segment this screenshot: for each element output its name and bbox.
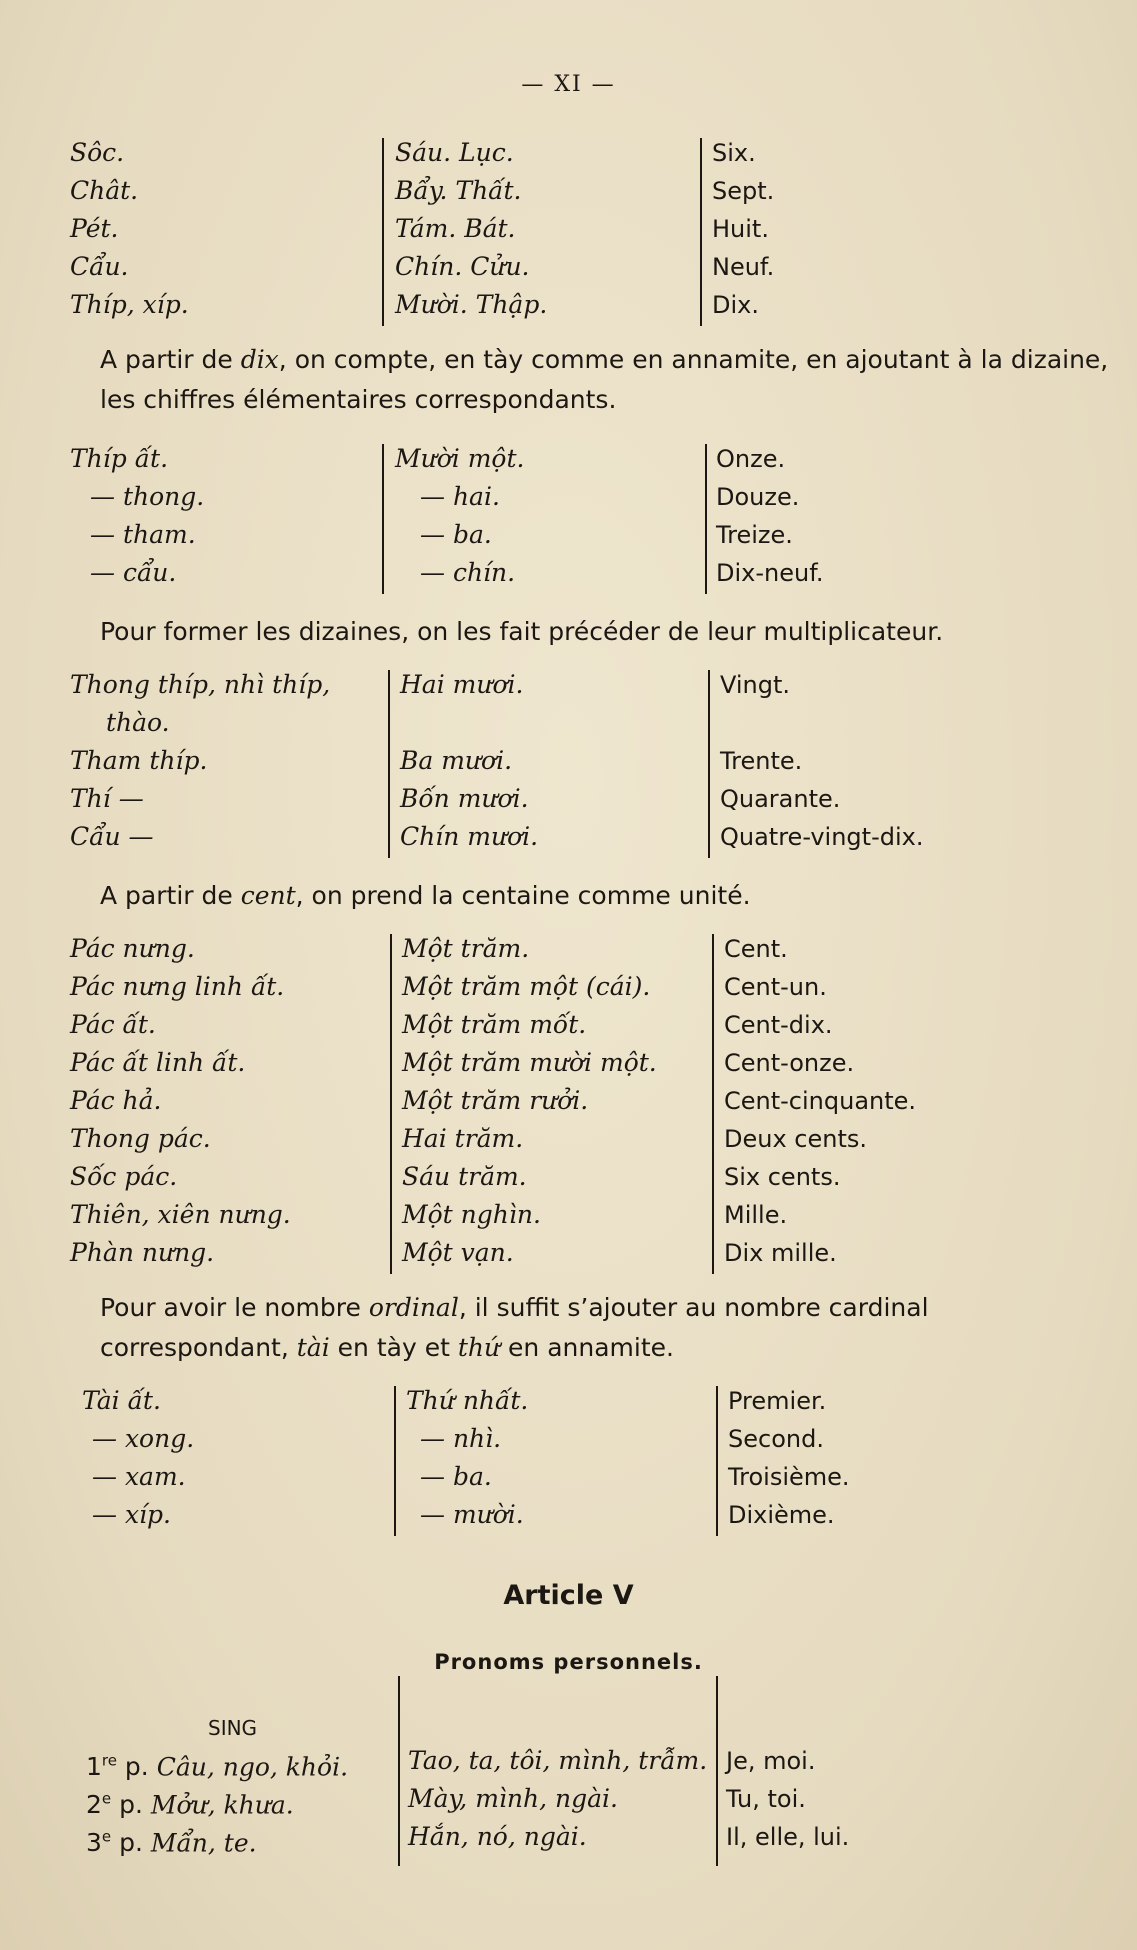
table-row: 2e p. Mởư, khưa. Mày, mình, ngài. Tu, toi. xyxy=(86,1784,806,1820)
table-row: Cẩu — Chín mươi. Quatre-vingt-dix. xyxy=(70,822,924,851)
table-hundreds xyxy=(70,930,1080,1272)
table-row: Sôc. Sáu. Lục. Six. xyxy=(70,138,756,167)
table-row: Pác ất linh ất. Một trăm mười một. Cent-onze. xyxy=(70,1048,855,1077)
table-row: thào. xyxy=(106,708,170,737)
table-row: Pác nưng linh ất. Một trăm một (cái). Cent-un. xyxy=(70,972,827,1001)
paragraph-centaine: A partir de cent, on prend la centaine comme unité. xyxy=(100,881,751,910)
paragraph-multiplicateur: Pour former les dizaines, on les fait précéder de leur multiplicateur. xyxy=(100,617,944,646)
paragraph-ordinal: Pour avoir le nombre ordinal, il suffit s’ajouter au nombre cardinal correspondant, tài en tày et thứ en annamite. xyxy=(100,1293,929,1362)
table-row: Thong pác. Hai trăm. Deux cents. xyxy=(70,1124,868,1153)
table-row: Pác hả. Một trăm rưởi. Cent-cinquante. xyxy=(70,1086,917,1115)
table-row: Tham thíp. Ba mươi. Trente. xyxy=(70,746,803,775)
table-row: — cẩu. — chín. Dix-neuf. xyxy=(90,558,824,587)
table-row: Thong thíp, nhì thíp, Hai mươi. Vingt. xyxy=(70,670,791,699)
table-numbers-six-to-ten xyxy=(70,134,1080,324)
page-number: — XI — xyxy=(521,72,616,97)
table-row: 3e p. Mẩn, te. Hắn, nó, ngài. Il, elle, lui. xyxy=(86,1822,850,1858)
table-row: Tài ất. Thứ nhất. Premier. xyxy=(82,1386,827,1415)
section-heading: Pronoms personnels. xyxy=(434,1650,703,1674)
paragraph-dizaines: A partir de dix, on compte, en tày comme en annamite, en ajoutant à la dizaine, les chiffres élémentaires correspondants. xyxy=(100,345,1109,414)
table-row: — xíp. — mười. Dixième. xyxy=(92,1500,835,1529)
table-row: — xong. — nhì. Second. xyxy=(92,1424,824,1453)
table-row: Pét. Tám. Bát. Huit. xyxy=(70,214,769,243)
person-number: 3e p. xyxy=(86,1828,143,1858)
table-numbers-eleven-plus xyxy=(70,440,1080,592)
table-row: Pác ất. Một trăm mốt. Cent-dix. xyxy=(70,1010,833,1039)
table-row: Thí — Bốn mươi. Quarante. xyxy=(70,784,841,813)
person-number: 2e p. xyxy=(86,1790,143,1820)
table-row: — tham. — ba. Treize. xyxy=(90,520,793,549)
table-row: 1re p. Câu, ngo, khỏi. Tao, ta, tôi, mình, trẫm. Je, moi. xyxy=(86,1746,816,1782)
table-personal-pronouns xyxy=(70,1742,1080,1856)
table-row: Thiên, xiên nưng. Một nghìn. Mille. xyxy=(70,1200,788,1229)
table-row: Chât. Bẩy. Thất. Sept. xyxy=(70,176,775,205)
table-row: — xam. — ba. Troisième. xyxy=(92,1462,850,1491)
table-row: — thong. — hai. Douze. xyxy=(90,482,800,511)
table-ordinals xyxy=(70,1382,1080,1534)
table-row: Pác nưng. Một trăm. Cent. xyxy=(70,934,788,963)
table-row: Thíp ất. Mười một. Onze. xyxy=(70,444,786,473)
table-row: Cẩu. Chín. Cửu. Neuf. xyxy=(70,252,775,281)
table-row: Sốc pác. Sáu trăm. Six cents. xyxy=(70,1162,841,1191)
person-number: 1re p. xyxy=(86,1752,149,1782)
table-row: Thíp, xíp. Mười. Thập. Dix. xyxy=(70,290,759,319)
article-heading: Article V xyxy=(503,1580,634,1611)
table-row: Phàn nưng. Một vạn. Dix mille. xyxy=(70,1238,837,1267)
table-tens xyxy=(70,666,1080,856)
singular-label: SING xyxy=(208,1716,258,1740)
